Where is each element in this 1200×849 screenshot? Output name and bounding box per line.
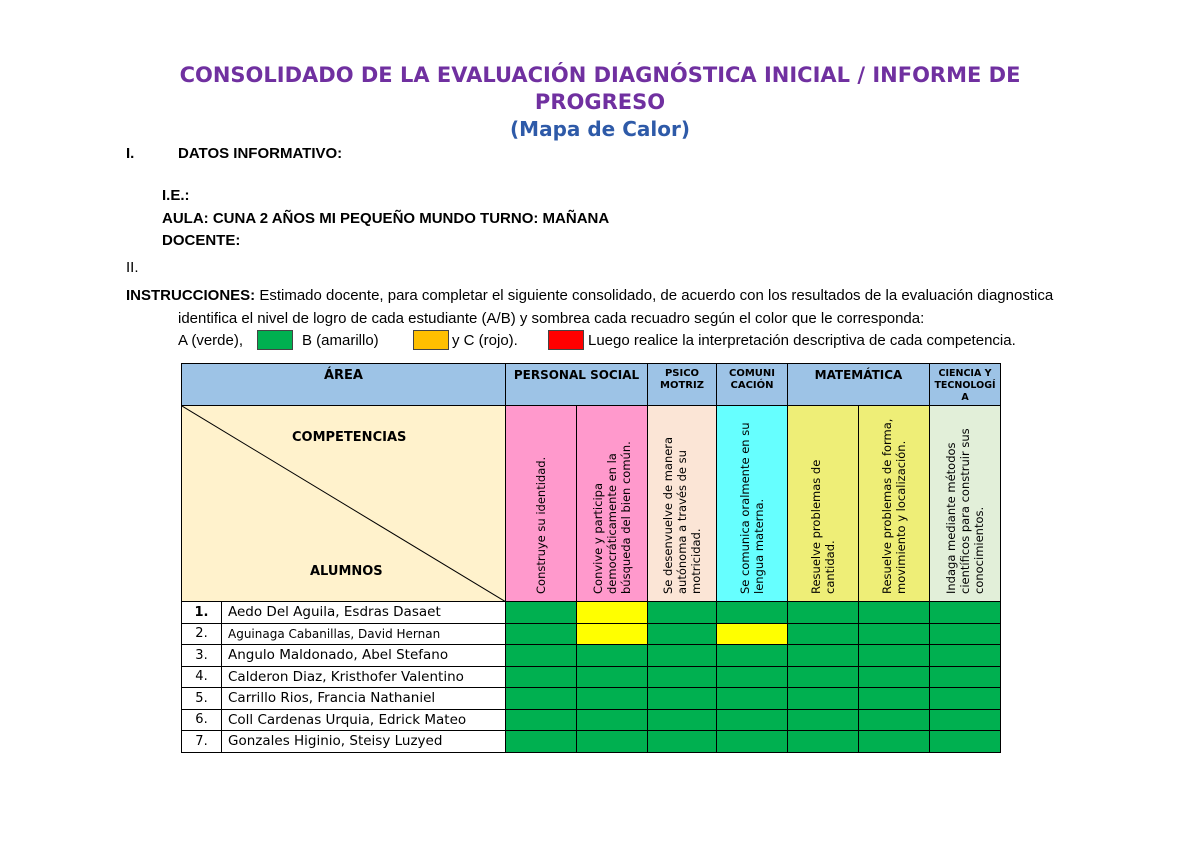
level-cell[interactable]	[506, 731, 577, 753]
docente-field: DOCENTE:	[162, 232, 241, 249]
section2-numeral: II.	[126, 259, 139, 276]
level-cell[interactable]	[717, 623, 788, 645]
table-row	[182, 623, 1001, 645]
level-cell[interactable]	[506, 645, 577, 667]
legend-yellow-swatch	[413, 330, 449, 350]
level-cell[interactable]	[859, 623, 930, 645]
level-cell[interactable]	[859, 645, 930, 667]
level-cell[interactable]	[930, 602, 1001, 624]
level-cell[interactable]	[506, 602, 577, 624]
level-cell[interactable]	[648, 623, 717, 645]
level-cell[interactable]	[930, 645, 1001, 667]
level-cell[interactable]	[506, 688, 577, 710]
instructions-text1: Estimado docente, para completar el siguiente consolidado, de acuerdo con los resultados de la evaluación diagnostica	[255, 287, 1054, 304]
instructions-line1	[126, 286, 1053, 306]
level-cell[interactable]	[506, 623, 577, 645]
legend-a-label: A (verde),	[178, 332, 244, 349]
instructions-line2: identifica el nivel de logro de cada estudiante (A/B) y sombrea cada recuadro según el color que le corresponda:	[178, 310, 925, 327]
ie-field: I.E.:	[162, 187, 190, 204]
legend-end-text: Luego realice la interpretación descriptiva de cada competencia.	[588, 332, 1016, 349]
level-cell[interactable]	[788, 731, 859, 753]
student-number: 3.	[182, 645, 222, 667]
level-cell[interactable]	[859, 731, 930, 753]
level-cell[interactable]	[788, 645, 859, 667]
level-cell[interactable]	[859, 602, 930, 624]
level-cell[interactable]	[506, 666, 577, 688]
student-name: Carrillo Rios, Francia Nathaniel	[222, 688, 506, 710]
table-row	[182, 645, 1001, 667]
level-cell[interactable]	[859, 688, 930, 710]
competencia-header: Resuelve problemas de forma, movimiento y localización.	[859, 406, 930, 602]
level-cell[interactable]	[577, 666, 648, 688]
level-cell[interactable]	[859, 709, 930, 731]
level-cell[interactable]	[648, 709, 717, 731]
level-cell[interactable]	[930, 709, 1001, 731]
level-cell[interactable]	[648, 645, 717, 667]
area-personal-social: PERSONAL SOCIAL	[506, 364, 648, 406]
level-cell[interactable]	[788, 666, 859, 688]
area-matematica: MATEMÁTICA	[788, 364, 930, 406]
student-rows	[182, 602, 1001, 753]
level-cell[interactable]	[717, 731, 788, 753]
competencia-header: Se desenvuelve de manera autónoma a través de su motricidad.	[648, 406, 717, 602]
page-title-line1: CONSOLIDADO DE LA EVALUACIÓN DIAGNÓSTICA INICIAL / INFORME DE	[179, 63, 1021, 87]
section1-heading: DATOS INFORMATIVO:	[178, 145, 343, 162]
alumnos-label: ALUMNOS	[310, 564, 383, 579]
page-subtitle: (Mapa de Calor)	[510, 117, 690, 141]
student-number: 7.	[182, 731, 222, 753]
level-cell[interactable]	[577, 602, 648, 624]
level-cell[interactable]	[717, 688, 788, 710]
level-cell[interactable]	[717, 645, 788, 667]
level-cell[interactable]	[788, 602, 859, 624]
level-cell[interactable]	[577, 623, 648, 645]
heatmap-table	[181, 363, 1001, 753]
level-cell[interactable]	[788, 623, 859, 645]
level-cell[interactable]	[930, 731, 1001, 753]
student-number: 6.	[182, 709, 222, 731]
student-name: Coll Cardenas Urquia, Edrick Mateo	[222, 709, 506, 731]
area-psicomotriz: PSICO MOTRIZ	[648, 364, 717, 406]
competencia-header: Resuelve problemas de cantidad.	[788, 406, 859, 602]
level-cell[interactable]	[717, 666, 788, 688]
competencia-header: Convive y participa democráticamente en la búsqueda del bien común.	[577, 406, 648, 602]
level-cell[interactable]	[930, 666, 1001, 688]
level-cell[interactable]	[788, 688, 859, 710]
competencia-header: Se comunica oralmente en su lengua materna.	[717, 406, 788, 602]
legend-red-swatch	[548, 330, 584, 350]
level-cell[interactable]	[577, 688, 648, 710]
competencia-header: Construye su identidad.	[506, 406, 577, 602]
area-comunicacion: COMUNI CACIÓN	[717, 364, 788, 406]
student-number: 5.	[182, 688, 222, 710]
level-cell[interactable]	[648, 731, 717, 753]
instructions-label: INSTRUCCIONES:	[126, 287, 256, 304]
table-row	[182, 666, 1001, 688]
table-row	[182, 602, 1001, 624]
student-number: 4.	[182, 666, 222, 688]
table-row	[182, 688, 1001, 710]
level-cell[interactable]	[577, 645, 648, 667]
area-header: ÁREA	[182, 364, 506, 406]
level-cell[interactable]	[717, 709, 788, 731]
student-name: Gonzales Higinio, Steisy Luzyed	[222, 731, 506, 753]
level-cell[interactable]	[648, 602, 717, 624]
level-cell[interactable]	[930, 688, 1001, 710]
section1-numeral: I.	[126, 145, 135, 162]
competencia-header: Indaga mediante métodos científicos para construir sus conocimientos.	[930, 406, 1001, 602]
legend-c-label: y C (rojo).	[452, 332, 518, 349]
student-number: 2.	[182, 623, 222, 645]
level-cell[interactable]	[577, 709, 648, 731]
student-name: Calderon Diaz, Kristhofer Valentino	[222, 666, 506, 688]
student-name: Aguinaga Cabanillas, David Hernan	[222, 623, 506, 645]
legend-b-label: B (amarillo)	[302, 332, 379, 349]
level-cell[interactable]	[859, 666, 930, 688]
student-name: Aedo Del Aguila, Esdras Dasaet	[222, 602, 506, 624]
table-row	[182, 731, 1001, 753]
area-ciencia-tecnologia: CIENCIA Y TECNOLOGÍ A	[930, 364, 1001, 406]
level-cell[interactable]	[788, 709, 859, 731]
competencias-label: COMPETENCIAS	[292, 430, 407, 445]
competencias-alumnos-header	[182, 406, 506, 602]
level-cell[interactable]	[930, 623, 1001, 645]
aula-field: AULA: CUNA 2 AÑOS MI PEQUEÑO MUNDO TURNO: MAÑANA	[162, 210, 610, 227]
level-cell[interactable]	[577, 731, 648, 753]
level-cell[interactable]	[506, 709, 577, 731]
student-name: Angulo Maldonado, Abel Stefano	[222, 645, 506, 667]
level-cell[interactable]	[648, 666, 717, 688]
student-number: 1.	[182, 602, 222, 624]
level-cell[interactable]	[717, 602, 788, 624]
legend-green-swatch	[257, 330, 293, 350]
table-row	[182, 709, 1001, 731]
level-cell[interactable]	[648, 688, 717, 710]
page-title-line2: PROGRESO	[534, 90, 666, 114]
